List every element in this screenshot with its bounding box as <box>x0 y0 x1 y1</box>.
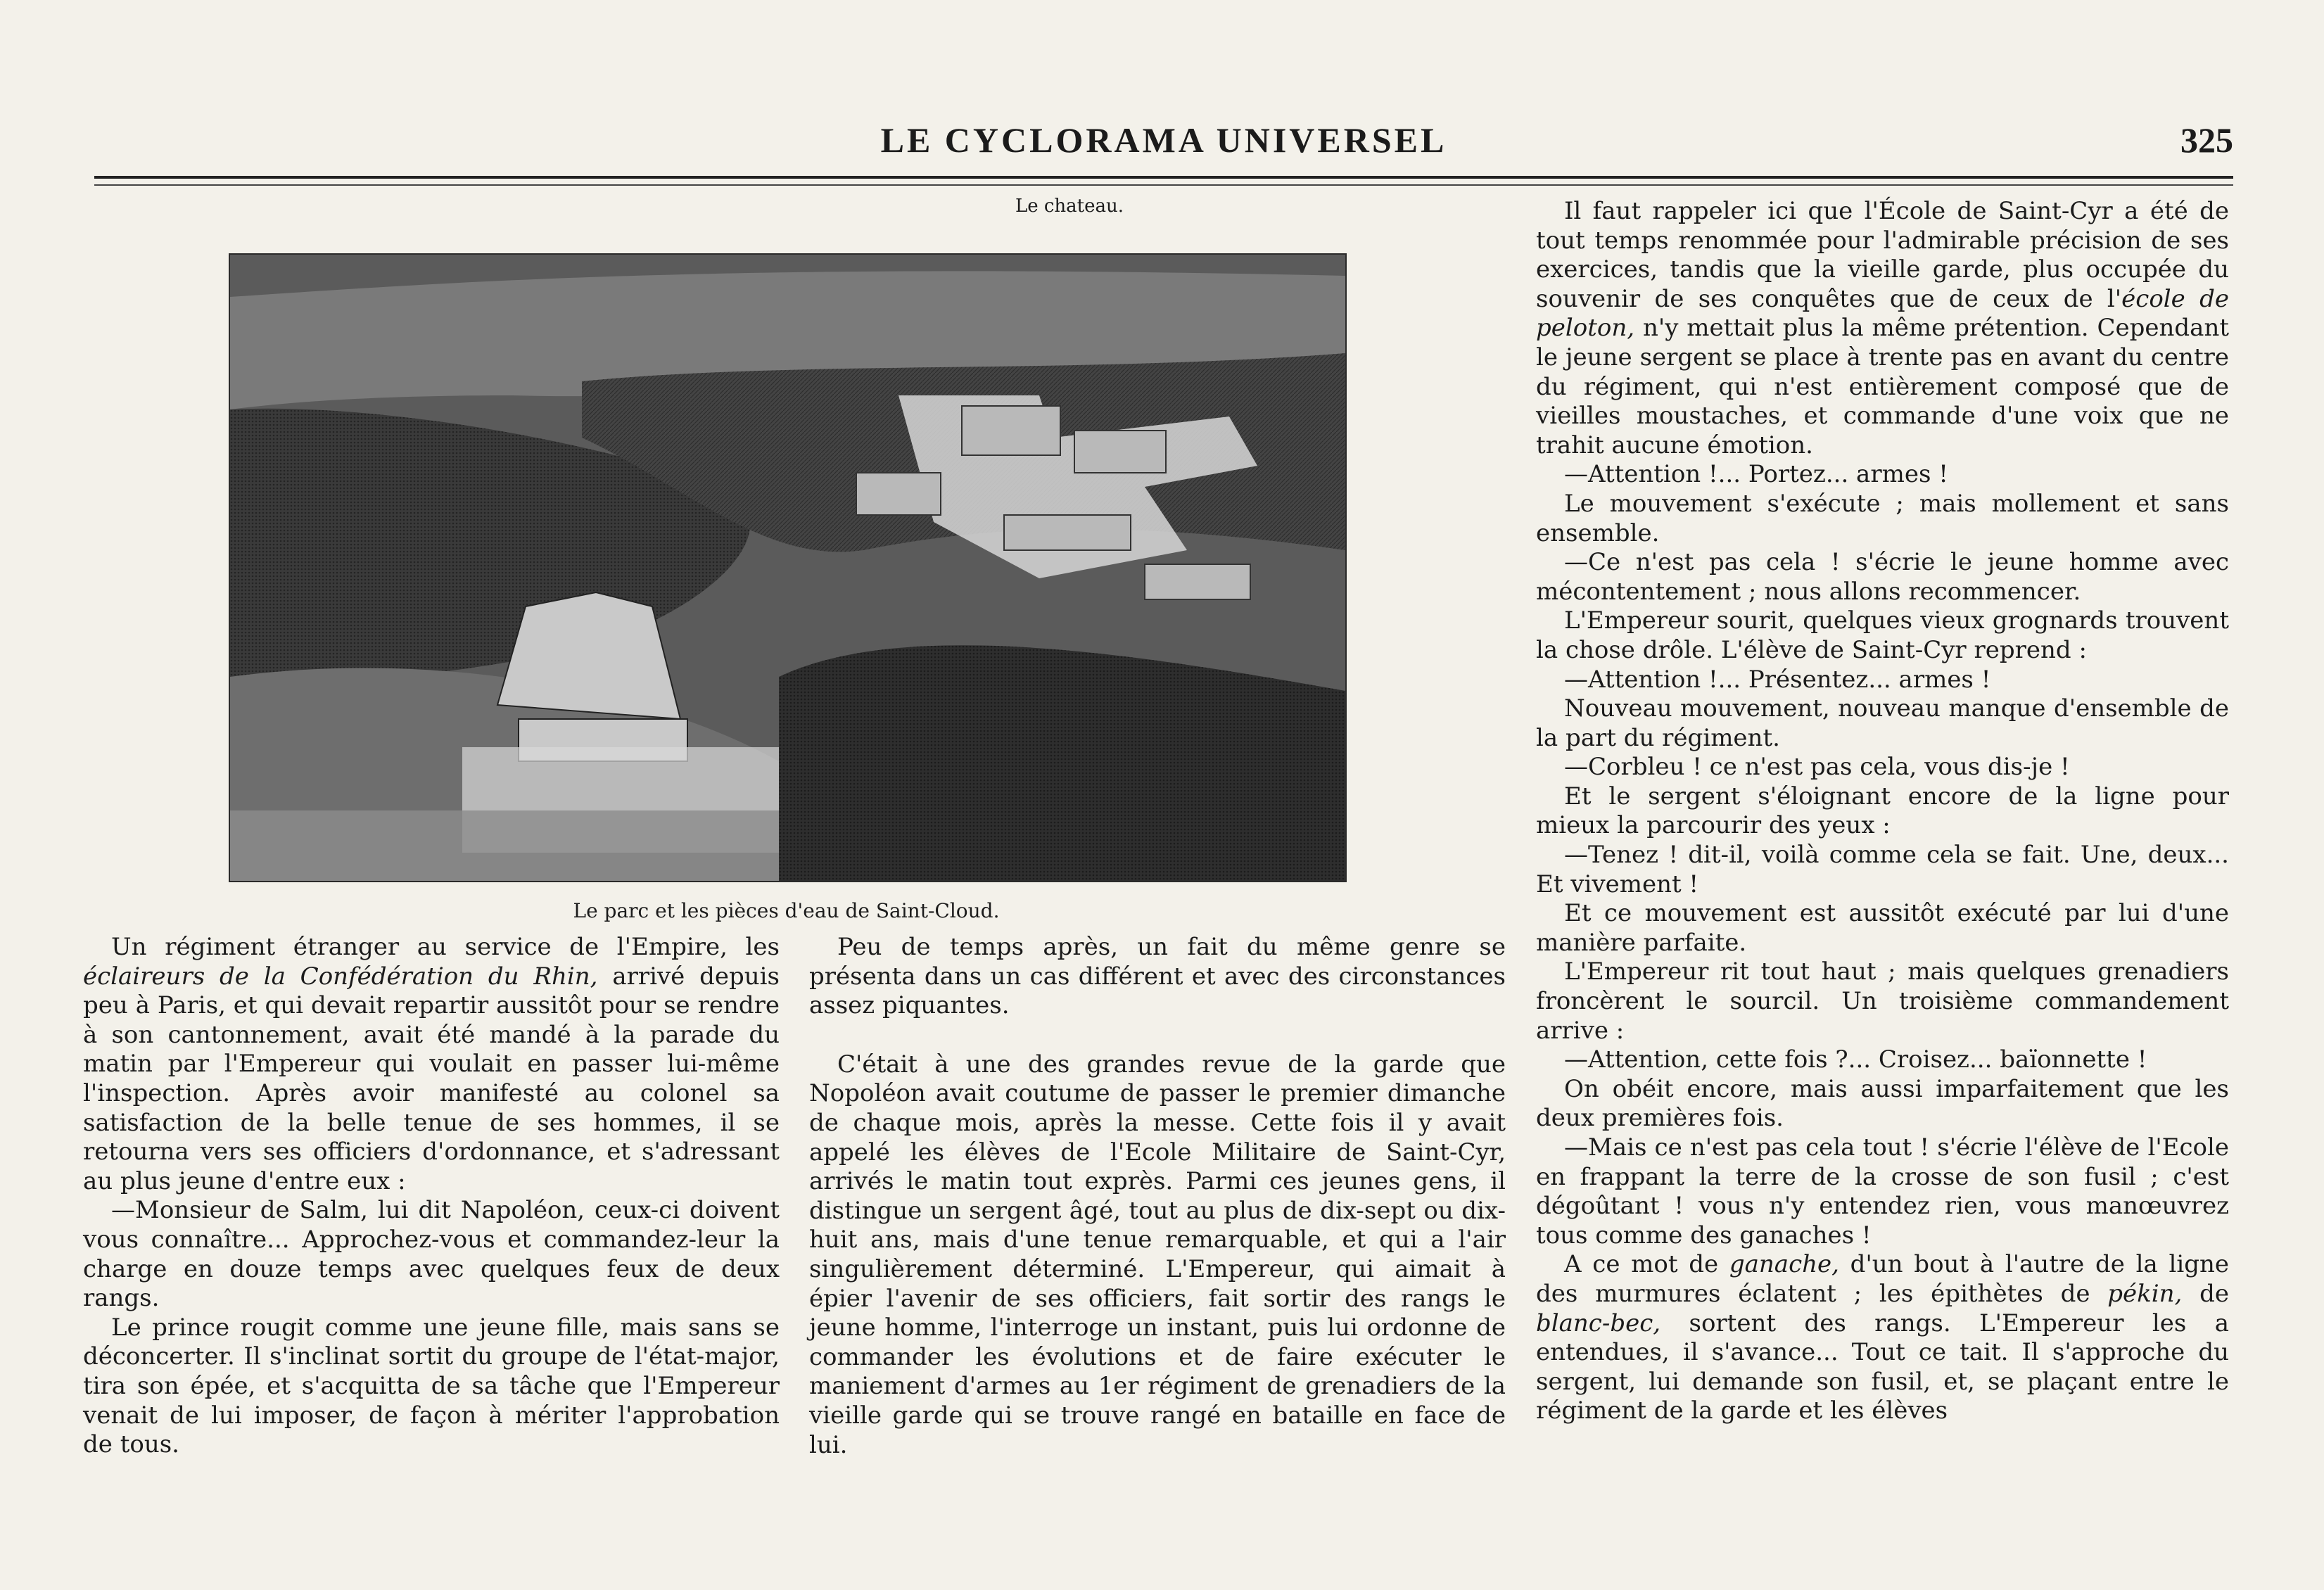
paragraph: Nouveau mouvement, nouveau manque d'ensemble de la part du régiment. <box>1536 694 2229 752</box>
paragraph: —Monsieur de Salm, lui dit Napoléon, ceux-ci doivent vous connaître... Approchez-vous et commandez-leur la charge en douze temps avec quelques feux de deux rangs. <box>83 1196 780 1313</box>
page-number: 325 <box>2180 120 2233 160</box>
right-column <box>1536 197 2229 1426</box>
header-rule-thick <box>94 176 2233 179</box>
paragraph: Il faut rappeler ici que l'École de Saint-Cyr a été de tout temps renommée pour l'admirable précision de ses exercices, tandis que la vieille garde, plus occupée du souvenir de ses conquêtes que de ceux de l'école de peloton, n'y mettait plus la même prétention. Cependant le jeune sergent se place à trente pas en avant du centre du régiment, qui n'est entièrement composé que de vieilles moustaches, et commande d'une voix que ne trahit aucune émotion. <box>1536 197 2230 459</box>
paragraph: —Attention !... Portez... armes ! <box>1564 460 1948 489</box>
figure-caption: Le parc et les pièces d'eau de Saint-Cloud. <box>573 899 1000 922</box>
paragraph: Un régiment étranger au service de l'Empire, les éclaireurs de la Confédération du Rhin, arrivé depuis peu à Paris, et qui devait repartir aussitôt pour se rendre à son cantonnement, avait été mandé à la parade du matin par l'Empereur qui voulait en passer lui-même l'inspection. Après avoir manifesté au colonel sa satisfaction de la belle tenue de ses hommes, il se retourna vers ses officiers d'ordonnance, et s'adressant au plus jeune d'entre eux : <box>83 933 780 1195</box>
paragraph: Le mouvement s'exécute ; mais mollement et sans ensemble. <box>1536 489 2229 547</box>
left-column <box>83 933 780 1460</box>
paragraph: —Attention, cette fois ?... Croisez... baïonnette ! <box>1564 1045 2147 1074</box>
page-header <box>94 120 2233 169</box>
engraving-illustration <box>229 253 1347 882</box>
paragraph: Et le sergent s'éloignant encore de la ligne pour mieux la parcourir des yeux : <box>1536 782 2229 840</box>
paragraph: L'Empereur rit tout haut ; mais quelques grenadiers froncèrent le sourcil. Un troisième commandement arrive : <box>1536 958 2229 1045</box>
paragraph: —Attention !... Présentez... armes ! <box>1564 665 1991 694</box>
paragraph: A ce mot de ganache, d'un bout à l'autre de la ligne des murmures éclatent ; les épithètes de pékin, de blanc-bec, sortent des rangs. L'Empereur les a entendues, il s'avance... Tout ce tait. Il s'approche du sergent, lui demande son fusil, et, se plaçant entre le régiment de la garde et les élèves <box>1536 1250 2229 1425</box>
paragraph: —Tenez ! dit-il, voilà comme cela se fait. Une, deux... Et vivement ! <box>1536 841 2229 898</box>
paragraph: Peu de temps après, un fait du même genre se présenta dans un cas différent et avec des circonstances assez piquantes. <box>809 933 1506 1020</box>
paragraph: Le prince rougit comme une jeune fille, mais sans se déconcerter. Il s'inclinat sortit du groupe de l'état-major, tira son épée, et s'acquitta de sa tâche que l'Empereur venait de lui imposer, de façon à mériter l'approbation de tous. <box>83 1313 780 1459</box>
paragraph-gap <box>809 1021 1506 1050</box>
header-rule-thin <box>94 184 2233 186</box>
paragraph: —Mais ce n'est pas cela tout ! s'écrie l'élève de l'Ecole en frappant la terre de la crosse de son fusil ; c'est dégoûtant ! vous n'y entendez rien, vous manœuvrez tous comme des ganaches ! <box>1536 1133 2229 1249</box>
paragraph: L'Empereur sourit, quelques vieux grognards trouvent la chose drôle. L'élève de Saint-Cyr reprend : <box>1536 606 2229 664</box>
paragraph: C'était à une des grandes revue de la garde que Nopoléon avait coutume de passer le premier dimanche de chaque mois, après la messe. Cette fois il y avait appelé les élèves de l'Ecole Militaire de Saint-Cyr, arrivés le matin tout exprès. Parmi ces jeunes gens, il distingue un sergent âgé, tout au plus de dix-sept ou dix-huit ans, mais d'une tenue remarquable, et qui a l'air singulièrement déterminé. L'Empereur, qui aimait à épier l'avenir de ses officiers, fait sortir des rangs le jeune homme, l'interroge un instant, puis lui ordonne de commander les évolutions et de faire exécuter le maniement d'armes au 1er régiment de grenadiers de la vieille garde qui se trouve rangé en bataille en face de lui. <box>809 1050 1506 1459</box>
paragraph: On obéit encore, mais aussi imparfaitement que les deux premières fois. <box>1536 1074 2229 1133</box>
paragraph: —Ce n'est pas cela ! s'écrie le jeune homme avec mécontentement ; nous allons recommencer. <box>1536 548 2229 606</box>
engraving-artwork <box>230 255 1345 881</box>
paragraph: —Corbleu ! ce n'est pas cela, vous dis-je ! <box>1564 753 2070 782</box>
journal-title: LE CYCLORAMA UNIVERSEL <box>880 120 1447 160</box>
paragraph: Et ce mouvement est aussitôt exécuté par lui d'une manière parfaite. <box>1536 899 2229 957</box>
middle-column <box>809 933 1506 1460</box>
figure-caption-top: Le chateau. <box>1015 196 1124 217</box>
